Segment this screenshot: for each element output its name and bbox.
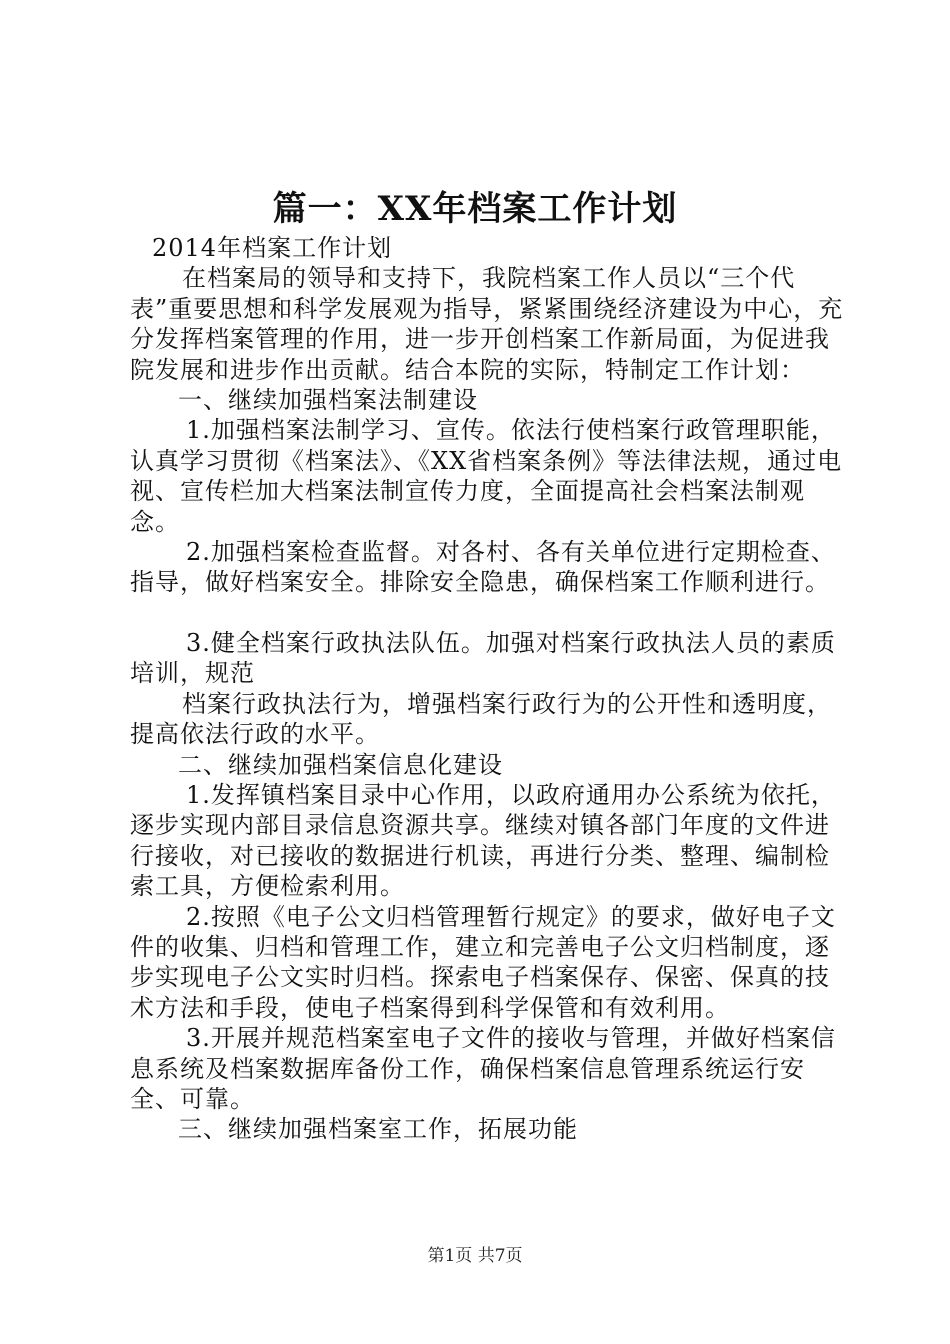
section-3-heading: 三、继续加强档案室工作，拓展功能 (178, 1115, 578, 1144)
page-title: 篇一：XX年档案工作计划 (272, 189, 678, 229)
section-2-item-1: 1.发挥镇档案目录中心作用，以政府通用办公系统为依托，逐步实现内部目录信息资源共享。继续对镇各部门年度的文件进行接收，对已接收的数据进行机读，再进行分类、整理、编制检索工具，方便检索利用。 (130, 780, 836, 901)
section-2-item-2: 2.按照《电子公文归档管理暂行规定》的要求，做好电子文件的收集、归档和管理工作，建立和完善电子公文归档制度，逐步实现电子公文实时归档。探索电子档案保存、保密、保真的技术方法和手段，使电子档案得到科学保管和有效利用。 (130, 902, 836, 1022)
document-body (130, 233, 850, 1145)
section-1-heading: 一、继续加强档案法制建设 (178, 386, 478, 415)
intro-paragraph: 在档案局的领导和支持下，我院档案工作人员以“三个代表”重要思想和科学发展观为指导，紧紧围绕经济建设为中心，充分发挥档案管理的作用，进一步开创档案工作新局面，为促进我院发展和进步作出贡献。结合本院的实际，特制定工作计划： (130, 264, 844, 384)
page-number-footer: 第1页 共7页 (427, 1246, 523, 1266)
section-1-item-2: 2.加强档案检查监督。对各村、各有关单位进行定期检查、指导，做好档案安全。排除安全隐患，确保档案工作顺利进行。 (130, 538, 836, 597)
section-2-heading: 二、继续加强档案信息化建设 (178, 750, 503, 779)
subtitle: 2014年档案工作计划 (152, 234, 393, 262)
section-2-item-3: 3.开展并规范档案室电子文件的接收与管理，并做好档案信息系统及档案数据库备份工作，确保档案信息管理系统运行安全、可靠。 (130, 1024, 836, 1113)
section-1-item-1: 1.加强档案法制学习、宣传。依法行使档案行政管理职能，认真学习贯彻《档案法》、《XX省档案条例》等法律法规，通过电视、宣传栏加大档案法制宣传力度，全面提高社会档案法制观念。 (130, 416, 843, 536)
section-1-item-3-continued: 档案行政执法行为，增强档案行政行为的公开性和透明度，提高依法行政的水平。 (130, 689, 832, 749)
section-1-item-3: 3.健全档案行政执法队伍。加强对档案行政执法人员的素质培训，规范 (130, 628, 836, 688)
paragraph-gap (130, 598, 850, 628)
